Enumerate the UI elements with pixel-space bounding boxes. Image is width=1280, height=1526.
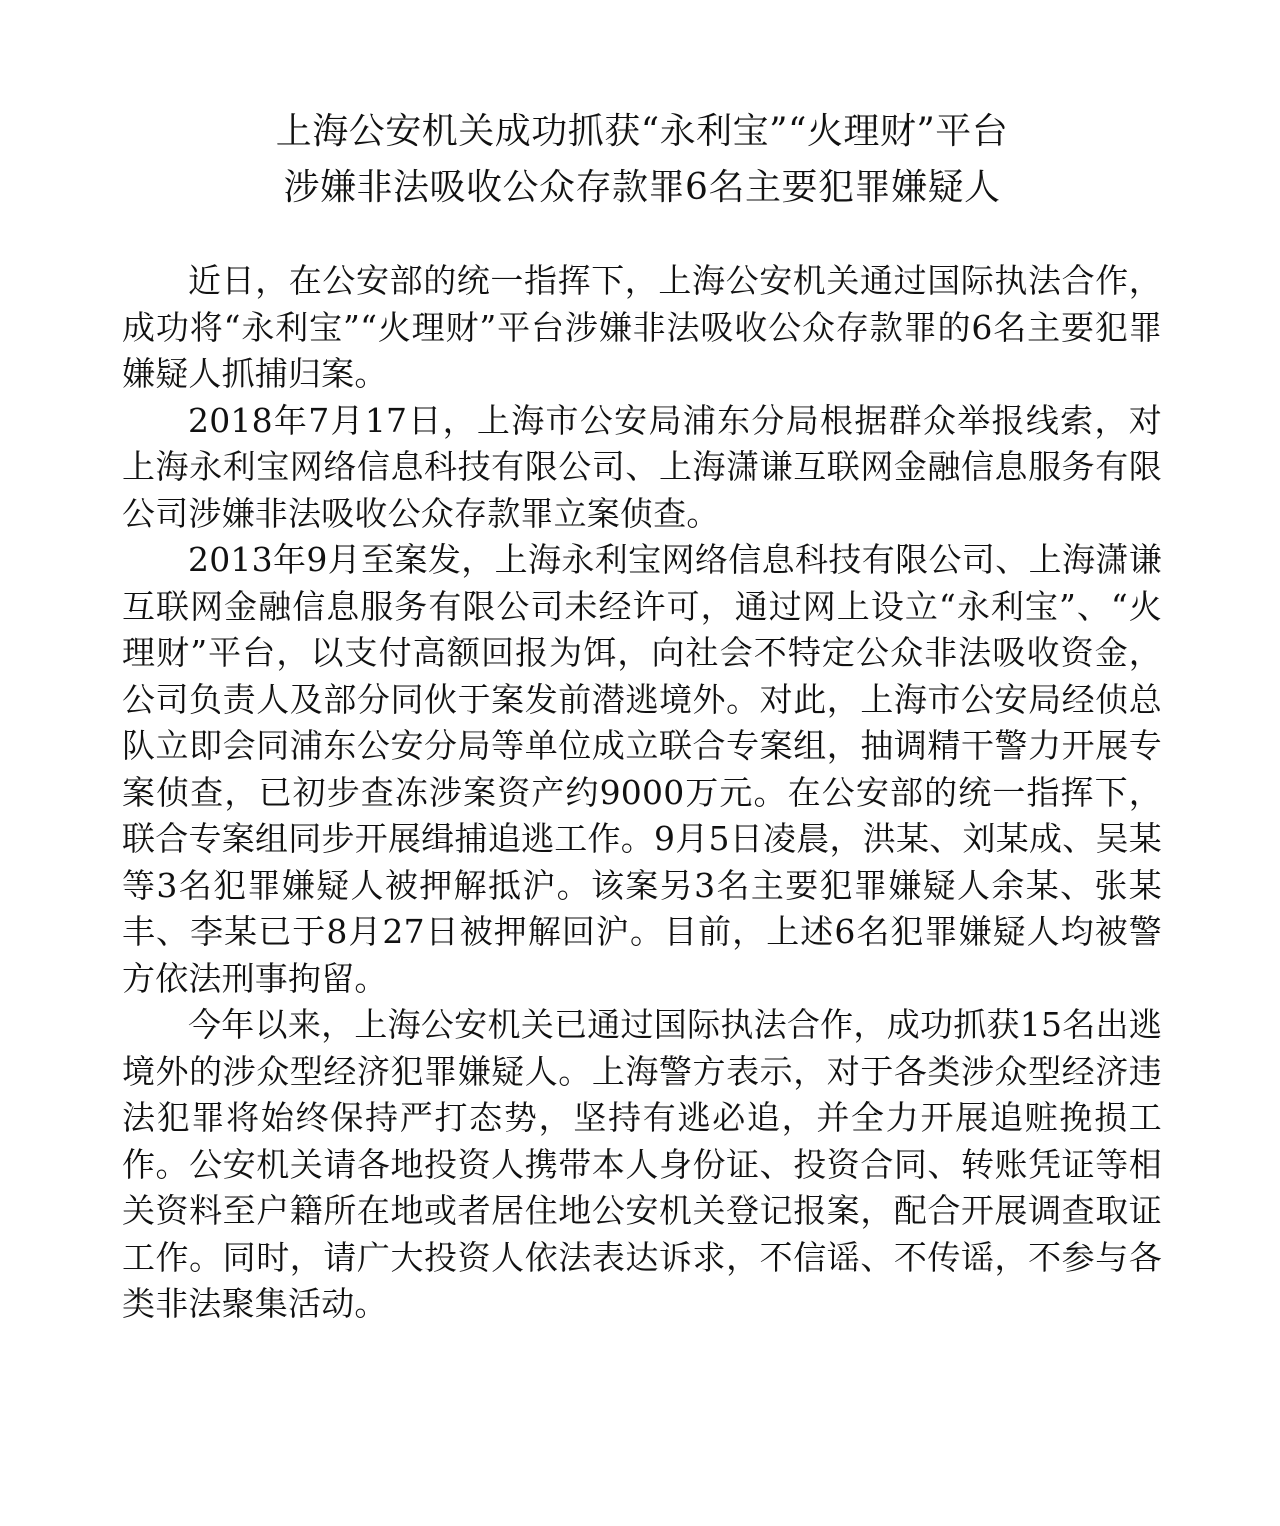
paragraph-1: 近日，在公安部的统一指挥下，上海公安机关通过国际执法合作，成功将“永利宝”“火理财”平台涉嫌非法吸收公众存款罪的6名主要犯罪嫌疑人抓捕归案。 (122, 261, 1162, 393)
title-line-2: 涉嫌非法吸收公众存款罪6名主要犯罪嫌疑人 (283, 167, 1001, 208)
document-page (122, 104, 1162, 1328)
title-line-1: 上海公安机关成功抓获“永利宝”“火理财”平台 (275, 111, 1009, 152)
document-title (122, 104, 1162, 216)
document-body (122, 258, 1162, 1328)
paragraph-4: 今年以来，上海公安机关已通过国际执法合作，成功抓获15名出逃境外的涉众型经济犯罪嫌疑人。上海警方表示，对于各类涉众型经济违法犯罪将始终保持严打态势，坚持有逃必追，并全力开展追赃挽损工作。公安机关请各地投资人携带本人身份证、投资合同、转账凭证等相关资料至户籍所在地或者居住地公安机关登记报案，配合开展调查取证工作。同时，请广大投资人依法表达诉求，不信谣、不传谣，不参与各类非法聚集活动。 (122, 1005, 1162, 1323)
paragraph-2: 2018年7月17日，上海市公安局浦东分局根据群众举报线索，对上海永利宝网络信息科技有限公司、上海潇谦互联网金融信息服务有限公司涉嫌非法吸收公众存款罪立案侦查。 (122, 400, 1162, 533)
paragraph-3: 2013年9月至案发，上海永利宝网络信息科技有限公司、上海潇谦互联网金融信息服务有限公司未经许可，通过网上设立“永利宝”、“火理财”平台，以支付高额回报为饵，向社会不特定公众非法吸收资金，公司负责人及部分同伙于案发前潜逃境外。对此，上海市公安局经侦总队立即会同浦东公安分局等单位成立联合专案组，抽调精干警力开展专案侦查，已初步查冻涉案资产约9000万元。在公安部的统一指挥下，联合专案组同步开展缉捕追逃工作。9月5日凌晨，洪某、刘某成、吴某等3名犯罪嫌疑人被押解抵沪。该案另3名主要犯罪嫌疑人余某、张某丰、李某已于8月27日被押解回沪。目前，上述6名犯罪嫌疑人均被警方依法刑事拘留。 (122, 540, 1162, 998)
